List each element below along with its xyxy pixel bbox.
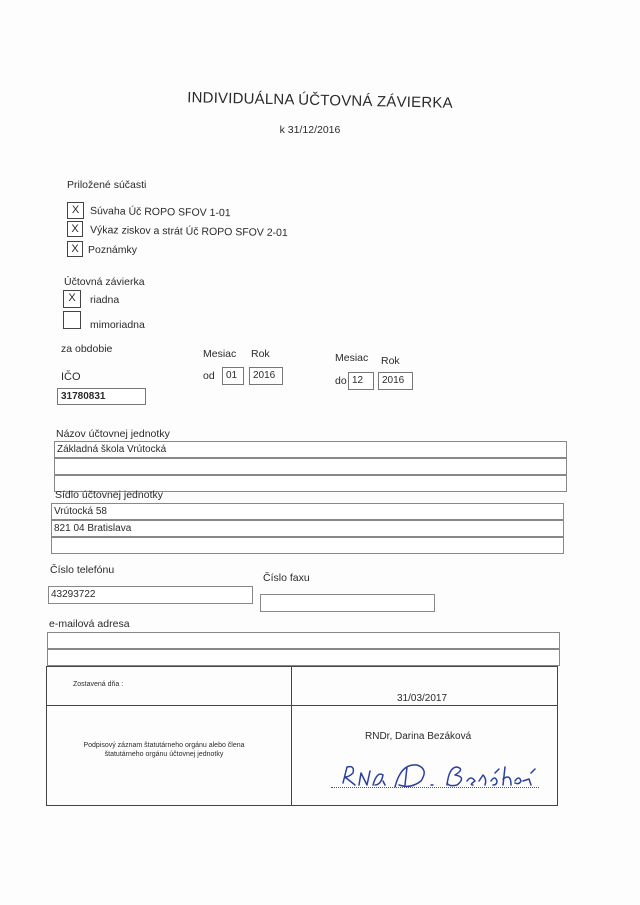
signature-table <box>46 666 558 806</box>
email-label: e-mailová adresa <box>49 618 130 630</box>
entity-address-line2[interactable]: 821 04 Bratislava <box>51 520 564 537</box>
entity-name-line2[interactable] <box>54 458 567 475</box>
entity-address-label: Sídlo účtovnej jednotky <box>55 489 163 501</box>
extraordinary-label: mimoriadna <box>90 319 145 331</box>
from-year-heading: Rok <box>251 348 270 360</box>
signatory-name: RNDr, Darina Bezáková <box>365 731 472 742</box>
email-field-line2[interactable] <box>47 649 560 666</box>
entity-name-line1[interactable]: Základná škola Vrútocká <box>54 441 567 458</box>
entity-address-line3[interactable] <box>51 537 564 554</box>
checkbox-extraordinary[interactable] <box>63 311 81 329</box>
signature-table-divider <box>291 667 292 805</box>
attachment-income-statement-label: Výkaz ziskov a strát Úč ROPO SFOV 2-01 <box>89 224 288 240</box>
from-month-field[interactable]: 01 <box>222 367 244 385</box>
attachments-label: Priložené súčasti <box>67 179 147 191</box>
phone-label: Číslo telefónu <box>50 564 115 576</box>
fax-field[interactable] <box>260 594 435 612</box>
regular-label: riadna <box>90 294 120 306</box>
signatory-label: Podpisový záznam štatutárneho orgánu alebo člena štatutárneho orgánu účtovnej jednotky <box>83 742 245 758</box>
email-field-line1[interactable] <box>47 632 560 649</box>
checkbox-regular[interactable]: X <box>63 290 81 308</box>
checkbox-balance-sheet[interactable]: X <box>67 202 84 219</box>
from-label: od <box>203 370 215 382</box>
checkbox-notes[interactable]: X <box>67 241 83 257</box>
from-month-heading: Mesiac <box>203 348 237 360</box>
compiled-date-label: Zostavená dňa : <box>73 681 124 688</box>
ico-field[interactable]: 31780831 <box>57 388 146 405</box>
to-month-heading: Mesiac <box>335 352 369 364</box>
fax-label: Číslo faxu <box>263 572 310 584</box>
ico-label: IČO <box>61 371 81 383</box>
statement-type-label: Účtovná závierka <box>64 276 145 288</box>
to-year-field[interactable]: 2016 <box>378 372 413 390</box>
document-date: k 31/12/2016 <box>279 124 341 136</box>
checkbox-income-statement[interactable]: X <box>67 221 83 237</box>
document-title: INDIVIDUÁLNA ÚČTOVNÁ ZÁVIERKA <box>187 89 453 112</box>
from-year-field[interactable]: 2016 <box>249 367 283 385</box>
to-month-field[interactable]: 12 <box>348 372 374 390</box>
entity-address-line1[interactable]: Vrútocká 58 <box>51 503 564 520</box>
handwritten-signature <box>337 759 537 793</box>
to-year-heading: Rok <box>381 355 400 367</box>
entity-name-label: Názov účtovnej jednotky <box>56 428 170 440</box>
compiled-date-value: 31/03/2017 <box>397 693 448 704</box>
signature-table-row-divider <box>47 705 557 706</box>
to-label: do <box>335 375 347 387</box>
period-label: za obdobie <box>61 343 113 355</box>
attachment-balance-sheet-label: Súvaha Úč ROPO SFOV 1-01 <box>89 205 231 220</box>
phone-field[interactable]: 43293722 <box>48 586 253 604</box>
attachment-notes-label: Poznámky <box>88 244 138 256</box>
